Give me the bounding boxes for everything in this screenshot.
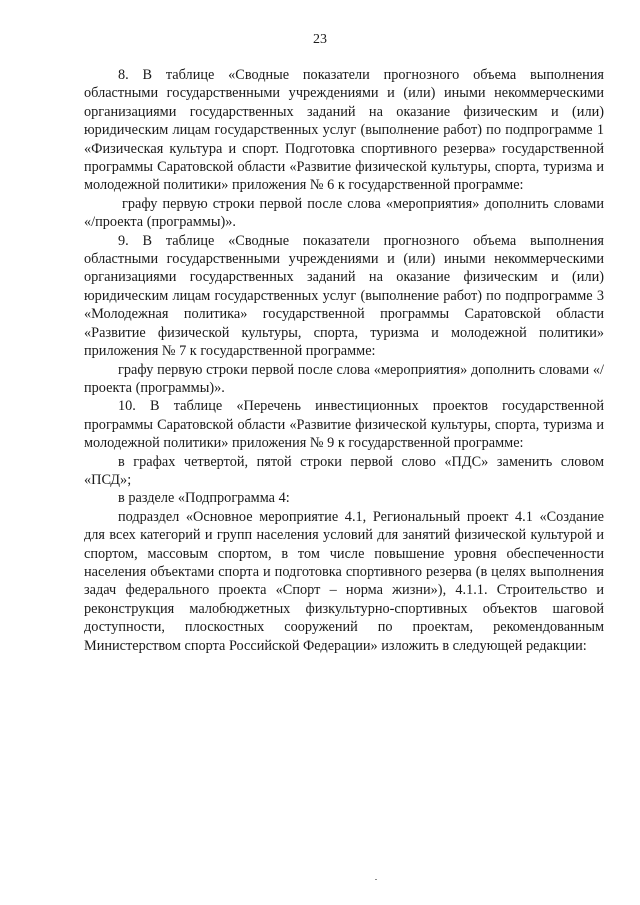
paragraph-item-8: 8. В таблице «Сводные показатели прогнозного объема выполнения областными государственными учреждениями и (или) иными некоммерческими организациями государственных заданий на оказание физическим и (или) юридическим лицам государственных услуг (выполнение работ) по подпрограмме 1 «Физическая культура и спорт. Подготовка спортивного резерва» государственной программы Саратовской области «Развитие физической культуры, спорта, туризма и молодежной политики» приложения № 6 к государственной программе: xyxy=(84,67,604,194)
paragraph-item-9: 9. В таблице «Сводные показатели прогнозного объема выполнения областными государственными учреждениями и (или) иными некоммерческими организациями государственных заданий на оказание физическим и (или) юридическим лицам государственных услуг (выполнение работ) по подпрограмме 3 «Молодежная политика» государственной программы Саратовской области «Развитие физической культуры, спорта, туризма и молодежной политики» приложения № 7 к государственной программе: xyxy=(84,232,604,360)
page-number: 23 xyxy=(313,32,327,47)
paragraph-subsection: подраздел «Основное мероприятие 4.1, Региональный проект 4.1 «Создание для всех категорий и групп населения условий для занятий физической культурой и спортом, массовым спортом, в том числе повышение уровня обеспеченности населения объектами спорта и подготовка спортивного резерва (в целях выполнения задач федерального проекта «Спорт – норма жизни»), 4.1.1. Строительство и реконструкция малобюджетных физкультурно-спортивных объектов шаговой доступности, плоскостных сооружений по проектам, рекомендованным Министерством спорта Российской Федерации» изложить в следующей редакции: xyxy=(84,508,604,654)
paragraph-item-10: 10. В таблице «Перечень инвестиционных проектов государственной программы Саратовской области «Развитие физической культуры, спорта, туризма и молодежной политики» приложения № 9 к государственной программе: xyxy=(84,398,604,452)
paragraph-item-10-columns: в графах четвертой, пятой строки первой слово «ПДС» заменить словом «ПСД»; xyxy=(84,453,604,488)
document-body xyxy=(84,66,604,655)
scan-speck xyxy=(375,879,377,880)
paragraph-item-9-instruction: графу первую строки первой после слова «мероприятия» дополнить словами «/проекта (программы)». xyxy=(84,361,604,396)
paragraph-item-8-instruction: графу первую строки первой после слова «мероприятия» дополнить словами «/проекта (программы)». xyxy=(84,195,604,231)
paragraph-section-heading: в разделе «Подпрограмма 4: xyxy=(118,490,290,507)
